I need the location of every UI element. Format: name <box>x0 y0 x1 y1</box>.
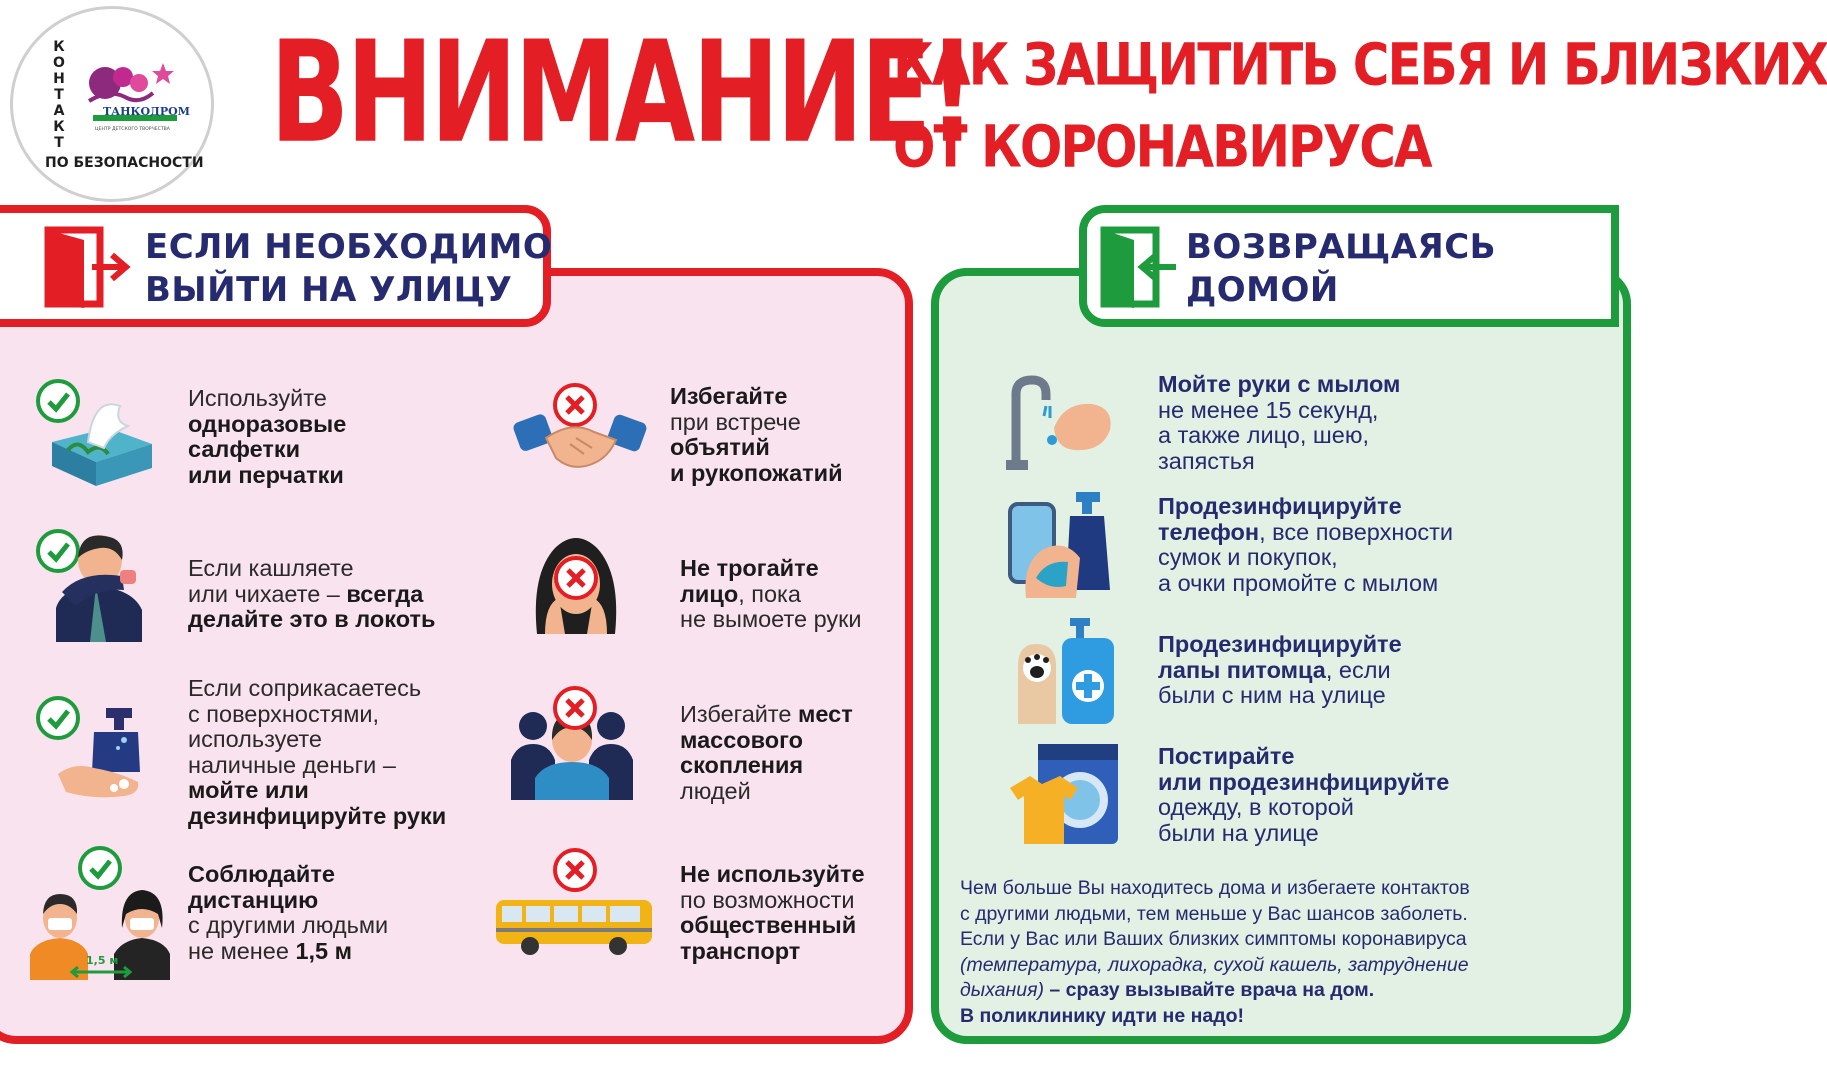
home-text-3-l1: Продезинфицируйте <box>1158 631 1402 657</box>
do-text-3-l1: Если соприкасаетесь <box>188 675 422 701</box>
dont-text-4-l2: по возможности <box>680 886 855 913</box>
dont-cross-icon <box>554 556 598 600</box>
enter-door-icon <box>1100 226 1180 308</box>
social-distance-icon <box>26 880 176 980</box>
home-text-1-l3: а также лицо, шею, <box>1158 422 1370 448</box>
do-text-4-l4: не менее 1,5 м <box>188 937 353 964</box>
dont-cross-icon <box>553 848 597 892</box>
home-text-4-l3: одежду, в которой <box>1158 794 1354 820</box>
svg-text:1,5 м: 1,5 м <box>86 954 119 967</box>
page-subtitle-line2: ОТ КОРОНАВИРУСА <box>893 113 1431 181</box>
outdoor-title-line2: ВЫЙТИ НА УЛИЦУ <box>145 270 513 310</box>
home-text-2-l2: телефон, все поверхности <box>1158 518 1454 545</box>
coughing-person-icon <box>52 532 148 642</box>
do-text-2-l3: делайте это в локоть <box>188 606 436 632</box>
washing-machine-icon <box>1008 740 1120 848</box>
dont-text-3-l4: людей <box>680 777 751 804</box>
do-text-3-l3: используете <box>188 726 322 752</box>
tissue-box-icon <box>48 392 156 488</box>
do-text-4-l1: Соблюдайте <box>188 861 335 887</box>
home-text-1-l4: запястья <box>1158 447 1255 474</box>
dont-text-1-l4: и рукопожатий <box>670 459 843 486</box>
dont-text-4-l4: транспорт <box>680 937 801 964</box>
home-text-3-l2: лапы питомца, если <box>1158 656 1391 683</box>
footer-line-3: Если у Вас или Ваших близких симптомы коронавируса <box>960 928 1467 950</box>
tankodrom-logo-icon <box>79 53 189 143</box>
pet-paw-sanitizer-icon <box>1012 616 1116 724</box>
do-text-3-l4: наличные деньги – <box>188 751 396 778</box>
footer-line-5: дыхания) – сразу вызывайте врача на дом. <box>960 979 1375 1001</box>
footer-line-1: Чем больше Вы находитесь дома и избегаете контактов <box>960 877 1470 899</box>
do-text-4 <box>188 862 388 964</box>
dont-cross-icon <box>553 686 597 730</box>
do-text-3-l6: дезинфицируйте руки <box>188 802 447 829</box>
do-text-2-l2: или чихаете – всегда <box>188 580 424 607</box>
dont-text-2 <box>680 556 862 633</box>
do-text-1-l3: салфетки <box>188 436 301 462</box>
do-text-1-l2: одноразовые <box>188 410 347 437</box>
do-text-3-l2: с поверхностями, <box>188 700 380 727</box>
home-footer-note <box>960 876 1560 1029</box>
handshake-icon <box>512 398 648 478</box>
home-text-3-l3: были с ним на улице <box>1158 682 1386 708</box>
dont-text-4-l3: общественный <box>680 912 857 938</box>
do-text-2 <box>188 556 435 633</box>
do-text-1 <box>188 386 346 488</box>
logo <box>10 6 214 202</box>
do-text-4-l2: дистанцию <box>188 886 319 913</box>
page-title: ВНИМАНИЕ! <box>270 9 973 175</box>
dont-text-3 <box>680 702 853 804</box>
home-text-2-l4: а очки промойте с мылом <box>1158 569 1439 596</box>
dont-text-3-l1: Избегайте мест <box>680 701 853 727</box>
dont-text-3-l2: массового <box>680 726 803 753</box>
outdoor-title-line1: ЕСЛИ НЕОБХОДИМО <box>145 227 553 267</box>
footer-line-4: (температура, лихорадка, сухой кашель, затруднение <box>960 953 1469 976</box>
home-text-3 <box>1158 632 1402 709</box>
do-text-1-l1: Используйте <box>188 385 327 411</box>
svg-text:ЦЕНТР ДЕТСКОГО ТВОРЧЕСТВА: ЦЕНТР ДЕТСКОГО ТВОРЧЕСТВА <box>95 127 170 132</box>
dont-text-4 <box>680 862 865 964</box>
exit-door-icon <box>44 226 134 308</box>
dont-text-4-l1: Не используйте <box>680 861 865 887</box>
page-subtitle-line1: КАК ЗАЩИТИТЬ СЕБЯ И БЛИЗКИХ <box>893 31 1827 99</box>
home-text-1-l2: не менее 15 секунд, <box>1158 396 1379 423</box>
home-text-2-l1: Продезинфицируйте <box>1158 493 1402 519</box>
home-title-line1: ВОЗВРАЩАЯСЬ <box>1186 227 1497 267</box>
home-text-4-l1: Постирайте <box>1158 743 1295 769</box>
dont-text-1-l1: Избегайте <box>670 383 788 409</box>
svg-text:ТАНКОДРОМ: ТАНКОДРОМ <box>103 105 190 118</box>
do-text-3-l5: мойте или <box>188 777 309 803</box>
home-title-line2: ДОМОЙ <box>1186 270 1339 310</box>
do-text-4-l3: с другими людьми <box>188 912 389 938</box>
home-text-1-l1: Мойте руки с мылом <box>1158 371 1401 397</box>
faucet-hands-icon <box>1004 376 1116 472</box>
logo-vertical-text: КОНТАКТ <box>53 39 65 151</box>
dont-text-2-l2: лицо, пока <box>680 580 801 607</box>
phone-sanitizer-icon <box>1006 490 1116 598</box>
dont-text-1 <box>670 384 843 486</box>
bus-icon <box>494 896 654 958</box>
do-text-1-l4: или перчатки <box>188 461 344 488</box>
logo-bottom-text: ПО БЕЗОПАСНОСТИ <box>45 155 204 171</box>
soap-dispenser-hands-icon <box>54 702 146 802</box>
home-text-2-l3: сумок и покупок, <box>1158 544 1338 570</box>
do-text-3 <box>188 676 446 829</box>
do-text-2-l1: Если кашляете <box>188 555 354 581</box>
footer-line-6: В поликлинику идти не надо! <box>960 1004 1245 1027</box>
home-text-4 <box>1158 744 1449 846</box>
dont-text-3-l3: скопления <box>680 752 804 778</box>
dont-text-1-l2: при встрече <box>670 408 801 435</box>
dont-text-2-l3: не вымоете руки <box>680 606 862 632</box>
dont-text-1-l3: объятий <box>670 434 770 460</box>
home-text-2 <box>1158 494 1453 596</box>
footer-line-2: с другими людьми, тем меньше у Вас шансов заболеть. <box>960 902 1468 925</box>
home-text-4-l2: или продезинфицируйте <box>1158 768 1450 795</box>
dont-text-2-l1: Не трогайте <box>680 555 819 581</box>
home-text-4-l4: были на улице <box>1158 819 1319 846</box>
home-text-1 <box>1158 372 1400 474</box>
